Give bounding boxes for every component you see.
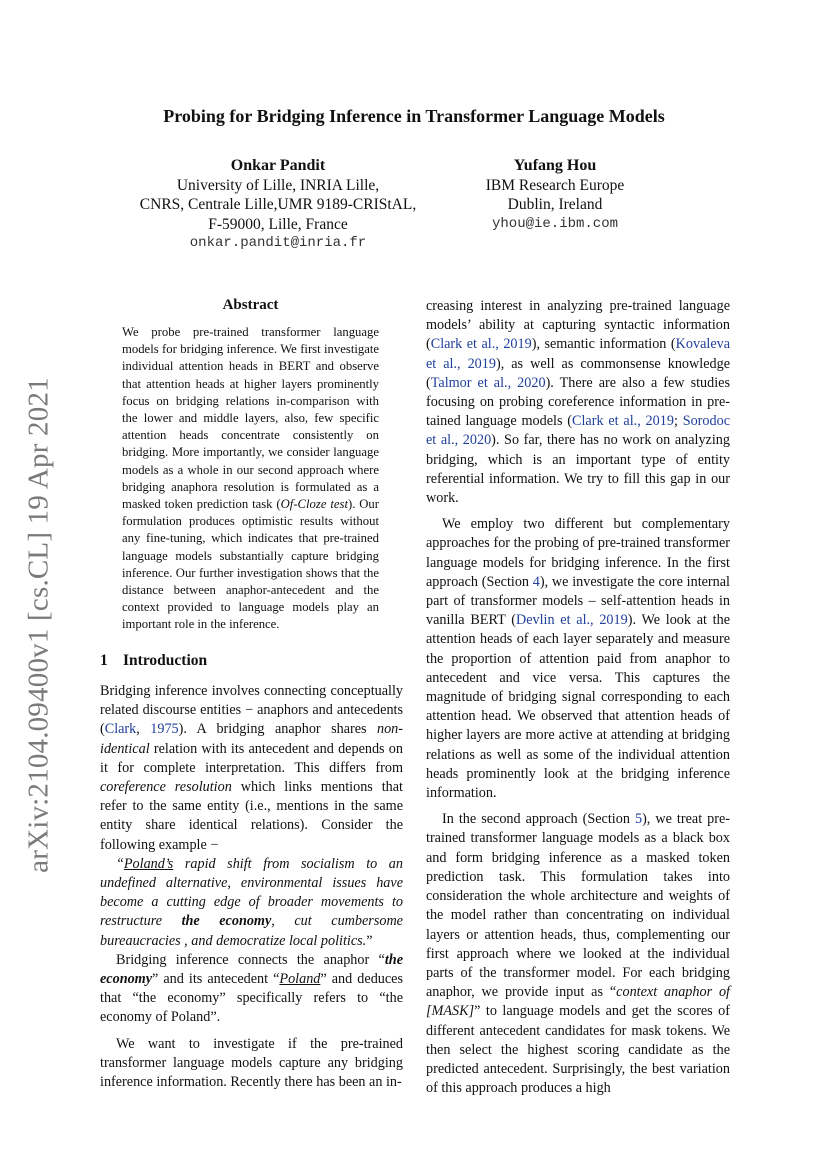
citation-link[interactable]: Clark: [104, 721, 137, 738]
body-text: ). A bridging anaphor shares: [178, 721, 377, 738]
body-text: ). There are also a few studies focusing on probing coreference information in pre-tained language models (: [426, 374, 731, 430]
example-text: , cut cumbersome bureaucracies , and democratize local politics.: [100, 913, 403, 949]
body-text: ” and its antecedent “: [152, 971, 280, 988]
section-title: Introduction: [123, 652, 208, 669]
body-text: Bridging inference involves connecting conceptually related discourse entities − anaphors and antecedents (: [100, 683, 403, 738]
paragraph: [426, 810, 730, 1098]
paragraph: [100, 682, 403, 855]
body-text: creasing interest in analyzing pre-trained language models’ ability at capturing syntactic information (: [426, 298, 730, 353]
body-text: ;: [673, 413, 683, 430]
citation-link[interactable]: Sorodoc et al., 2020: [426, 413, 730, 449]
paragraph: [426, 297, 730, 508]
body-text: ,: [136, 721, 151, 738]
citation-link[interactable]: Clark et al., 2019: [430, 336, 532, 353]
paragraph: [426, 515, 730, 803]
abstract-text: We probe pre-trained transformer language models for bridging inference. We first investigate individual attention heads in BERT and observe that attention heads at higher layers prominently focus on bridging relations in-comparison with the lower and middle layers, also, few specific attention heads concentrate consistently on bridging. More importantly, we consider language models as a whole in our second approach where bridging anaphora resolution is formulated as a masked token prediction task (: [122, 325, 379, 512]
example-anaphor: the economy: [181, 913, 272, 930]
body-text: Bridging inference connects the anaphor “: [116, 951, 385, 968]
author-block-1: [100, 156, 456, 254]
section-number: 1: [100, 652, 108, 669]
author-name: Yufang Hou: [513, 157, 597, 174]
right-column-body: [426, 297, 730, 1098]
author-name: Onkar Pandit: [230, 157, 326, 174]
paragraph: [100, 1035, 403, 1093]
body-text: We want to investigate if the pre-trained transformer language models capture any bridging inference information. Recently there has been an in-: [100, 1035, 403, 1091]
quote-mark: “: [116, 855, 124, 872]
example-antecedent: Poland’s: [123, 855, 174, 872]
emphasis-text: coreference resolution: [100, 779, 232, 796]
paragraph: [100, 951, 403, 1028]
body-text: In the second approach (Section: [442, 811, 635, 828]
citation-link[interactable]: Talmor et al., 2020: [430, 374, 546, 391]
arxiv-id-text: arXiv:2104.09400v1 [cs.CL] 19 Apr 2021: [22, 377, 55, 873]
abstract-heading: Abstract: [222, 297, 279, 313]
section-ref-link[interactable]: 5: [634, 811, 643, 828]
body-text: ), semantic information (: [531, 336, 676, 353]
author-block-2: [440, 156, 670, 234]
body-text: ), we investigate the core internal part of transformer models – self-attention heads in vanilla BERT (: [426, 573, 730, 629]
body-text: relation with its antecedent and depends on it for complete interpretation. This differs from: [100, 740, 403, 776]
body-text: ), as well as commonsense knowledge (: [426, 355, 730, 391]
emphasis-text: non-identical: [100, 721, 403, 757]
paper-title: Probing for Bridging Inference in Transformer Language Models: [163, 106, 665, 126]
example-text: rapid shift from socialism to an undefined alternative, environmental issues have become a cutting edge of broader movements to restructure: [100, 855, 403, 930]
section-heading-introduction: [100, 652, 207, 670]
emphasis-text: the economy: [100, 951, 403, 988]
example-quote: [100, 855, 403, 951]
author-affiliation: Dublin, Ireland: [507, 196, 603, 213]
body-text: We employ two different but complementary approaches for the probing of pre-trained transformer language models for bridging inference. In the first approach (Section: [426, 516, 730, 590]
abstract-body: [122, 324, 379, 634]
body-text: which links mentions that refer to the same entity (i.e., mentions in the same entity share identical relations). Consider the following example −: [100, 779, 403, 853]
body-text: ), we treat pre-trained transformer language models as a black box and form bridging inference as a masked token prediction task. This formulation takes into consideration the whole architecture and weights of the model rather than concentrating on individual layers or attention heads, thus, complementing our first approach where we looked at the individual parts of the transformer model. For each bridging anaphor, we provide input as “: [426, 811, 731, 1001]
author-email[interactable]: yhou@ie.ibm.com: [491, 215, 619, 232]
author-affiliation: IBM Research Europe: [485, 176, 625, 194]
citation-link[interactable]: Devlin et al., 2019: [515, 612, 628, 629]
author-affiliation: CNRS, Centrale Lille,UMR 9189-CRIStAL,: [139, 196, 417, 213]
author-affiliation: University of Lille, INRIA Lille,: [176, 176, 380, 194]
arxiv-identifier: [18, 365, 60, 885]
citation-link[interactable]: 1975: [150, 721, 179, 738]
abstract-text: ). Our formulation produces optimistic results without any fine-tuning, which indicates that pre-trained language models substantially capture bridging inference. Our further investigation shows that the distance between anaphor-antecedent and the context provided to language models play an important role in the inference.: [122, 497, 379, 632]
body-text: ” and deduces that “the economy” specifically refers to “the economy of Poland”.: [100, 971, 403, 1026]
body-text: ” to language models and get the scores of different antecedent candidates for mask tokens. We then select the highest scoring candidate as the predicted antecedent. Surprisingly, the best variation of this approach produces a high: [426, 1003, 730, 1097]
author-affiliation: F-59000, Lille, France: [208, 215, 348, 233]
citation-link[interactable]: Kovaleva et al., 2019: [426, 336, 731, 372]
body-text: ). We look at the attention heads of each layer separately and measure the proportion of attention paid from anaphor to antecedent and vice versa. This captures the magnitude of bridging signal corresponding to each attention head. We observed that attention heads of higher layers are more active at attending at bridging relations as well as some of the individual attention heads prominently look at the bridging inference information.: [426, 612, 731, 802]
body-text: ). So far, there has no work on analyzing bridging, which is an important type of entity referential information. We try to fill this gap in our work.: [426, 432, 730, 507]
section-ref-link[interactable]: 4: [532, 573, 540, 590]
author-email[interactable]: onkar.pandit@inria.fr: [189, 235, 367, 251]
emphasis-text: Poland: [279, 971, 321, 988]
left-column-body: [100, 682, 403, 1092]
abstract-emphasis: Of-Cloze test: [280, 497, 348, 512]
quote-mark: ”: [366, 932, 373, 949]
citation-link[interactable]: Clark et al., 2019: [572, 413, 674, 430]
emphasis-text: context anaphor of [MASK]: [426, 984, 730, 1020]
